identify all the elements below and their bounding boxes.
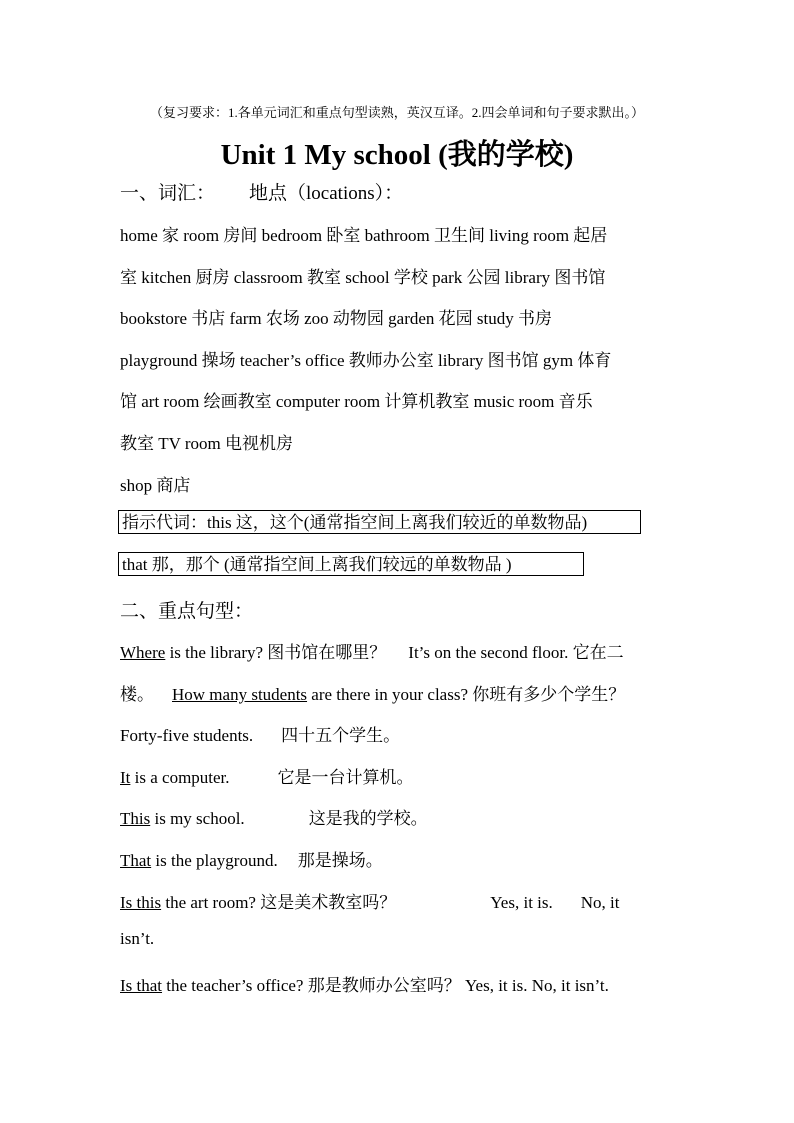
demonstrative-that-box: that 那，那个 (通常指空间上离我们较远的单数物品 ): [118, 552, 584, 576]
sentence-line: [120, 638, 624, 663]
sentence-text: is the playground.: [151, 851, 278, 870]
sentence-line: [120, 763, 414, 788]
sentence-text: is my school.: [150, 809, 245, 828]
sentence-translation: 它是一台计算机。: [277, 768, 414, 787]
vocab-line: shop 商店: [120, 476, 191, 495]
vocab-line: 教室 TV room 电视机房: [120, 434, 293, 453]
vocab-line: bookstore 书店 farm 农场 zoo 动物园 garden 花园 study 书房: [120, 309, 553, 328]
sentence-line: [120, 846, 383, 871]
vocab-line: home 家 room 房间 bedroom 卧室 bathroom 卫生间 living room 起居: [120, 226, 608, 245]
sentence-line: [120, 680, 625, 705]
sentence-text: is a computer.: [130, 768, 230, 787]
sentence-text: the teacher’s office? 那是教师办公室吗？ Yes, it is. No, it isn’t.: [162, 976, 609, 995]
underlined-word: Is this: [120, 893, 162, 912]
sentence-text: is the library? 图书馆在哪里？: [165, 643, 387, 662]
vocab-line: playground 操场 teacher’s office 教师办公室 library 图书馆 gym 体育: [120, 351, 612, 370]
underlined-word: This: [120, 809, 151, 828]
section-one-label: 一、词汇：: [120, 183, 216, 204]
sentence-text: are there in your class? 你班有多少个学生？: [307, 685, 626, 704]
underlined-word: Where: [120, 643, 166, 662]
demonstrative-this-box: 指示代词：this 这，这个(通常指空间上离我们较近的单数物品): [118, 510, 641, 534]
vocab-line: 室 kitchen 厨房 classroom 教室 school 学校 park 公园 library 图书馆: [120, 268, 606, 287]
sentence-text: the art room? 这是美术教室吗？: [161, 893, 397, 912]
unit-title: Unit 1 My school (我的学校): [220, 139, 574, 171]
sentence-line: [120, 804, 428, 829]
sentence-translation: 四十五个学生。: [281, 726, 401, 745]
sentence-translation: 那是操场。: [297, 851, 383, 870]
sentence-answer: It’s on the second floor. 它在二: [408, 643, 624, 662]
sentence-answer: Yes, it is.: [490, 893, 553, 912]
review-requirements-note: （复习要求：1.各单元词汇和重点句型读熟，英汉互译。2.四会单词和句子要求默出。）: [149, 105, 644, 120]
underlined-word: How many students: [172, 685, 308, 704]
sentence-answer: No, it: [580, 893, 620, 912]
vocab-line: 馆 art room 绘画教室 computer room 计算机教室 music room 音乐: [120, 392, 593, 411]
sentence-line: [120, 888, 620, 913]
sentence-text: 楼。: [120, 685, 154, 704]
sentence-line: isn’t.: [120, 929, 155, 948]
underlined-word: It: [120, 768, 131, 787]
locations-label: 地点（locations）：: [249, 183, 404, 204]
sentence-translation: 这是我的学校。: [308, 809, 428, 828]
sentence-text: Forty-five students.: [120, 726, 254, 745]
key-sentences-heading: 二、重点句型：: [120, 601, 254, 622]
underlined-word: Is that: [120, 976, 163, 995]
sentence-line: [120, 721, 400, 746]
sentence-line: [120, 971, 609, 996]
vocabulary-heading: [120, 178, 403, 205]
underlined-word: That: [120, 851, 152, 870]
